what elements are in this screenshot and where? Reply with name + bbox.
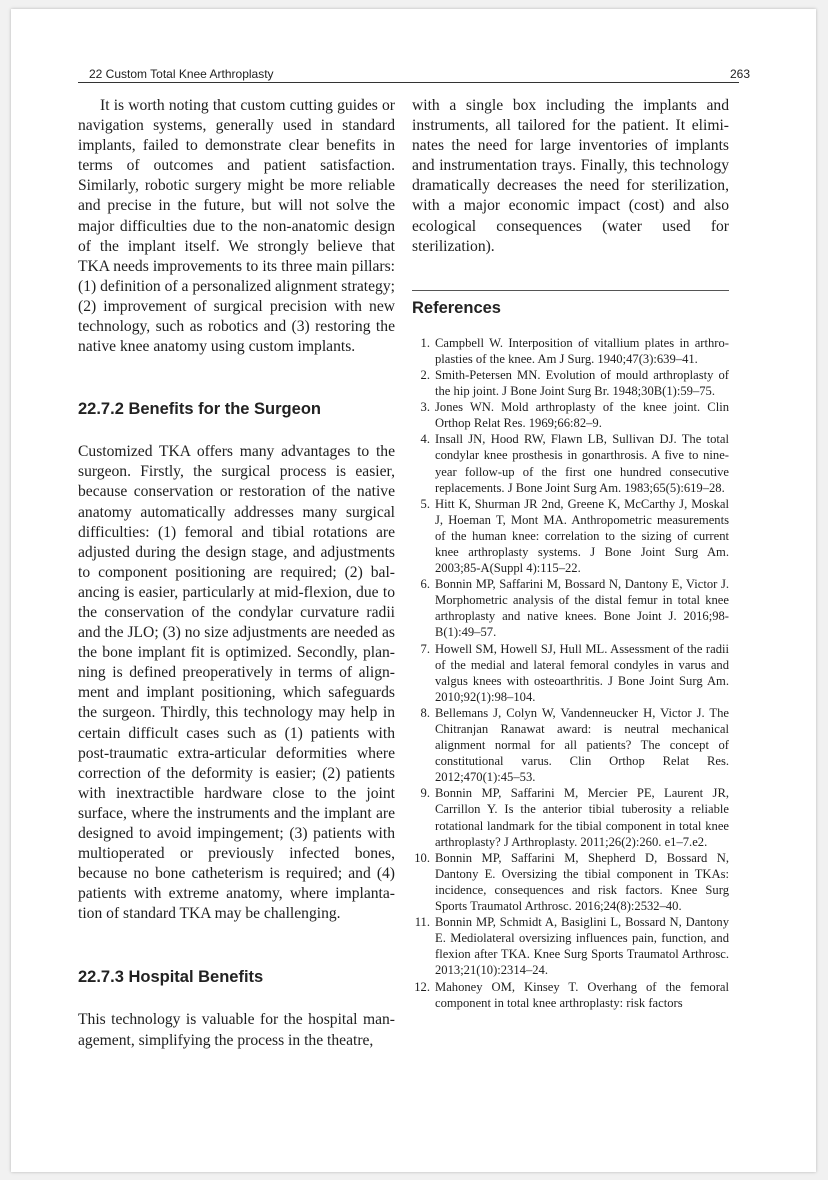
reference-item: [412, 496, 729, 576]
reference-item: [412, 979, 729, 1011]
reference-item: [412, 705, 729, 785]
paragraph-continued: with a single box including the implants and instruments, all tailored for the patient. It eliminates the need for large inventories of implants and instrumentation trays. Finally, this technology dramatically decreases the need for sterilization, with a major economic impact (cost) and also ecological consequences (water used for sterilization).: [412, 97, 729, 255]
reference-text: Mahoney OM, Kinsey T. Overhang of the femoral component in total knee arthroplasty: risk factors: [435, 979, 729, 1010]
reference-item: [412, 399, 729, 431]
references-rule: [412, 290, 729, 291]
reference-text: Bellemans J, Colyn W, Vandenneucker H, Victor J. The Chitranjan Ranawat award: is neutral mechanical alignment normal for all patients? The concept of constitutional varus. Clin Orthop Relat Res. 2012;470(1):45–53.: [435, 705, 729, 785]
reference-text: Bonnin MP, Saffarini M, Shepherd D, Bossard N, Dantony E. Oversizing the tibial component in TKAs: incidence, consequences and risk factors. Knee Surg Sports Traumatol Arthrosc. 2016;24(8):2532–40.: [435, 850, 729, 914]
reference-text: Hitt K, Shurman JR 2nd, Greene K, McCarthy J, Moskal J, Hoeman T, Mont MA. Anthropometric measurements of the human knee: correlation to the sizing of current knee arthroplasty systems. J Bone Joint Surg Am. 2003;85-A(Suppl 4):115–22.: [435, 496, 729, 576]
reference-number: 6.: [420, 577, 430, 592]
reference-text: Bonnin MP, Saffarini M, Mercier PE, Laurent JR, Carrillon Y. Is the anterior tibial tuberosity a reliable rotational landmark for the tibial component in total knee arthroplasty? J Arthroplasty. 2011;26(2):260. e1–7.e2.: [435, 786, 729, 849]
reference-item: [412, 785, 729, 849]
page-number: 263: [729, 67, 750, 81]
section-heading-hospital: 22.7.3 Hospital Benefits: [78, 968, 264, 987]
reference-text: Bonnin MP, Saffarini M, Bossard N, Dantony E, Victor J. Morphometric analysis of the distal femur in total knee arthroplasty and native knees. Bone Joint J. 2016;98-B(1):49–57.: [435, 577, 729, 640]
reference-item: [412, 367, 729, 399]
reference-number: 8.: [420, 705, 430, 720]
reference-number: 4.: [420, 432, 430, 447]
reference-number: 11.: [414, 915, 430, 930]
reference-number: 9.: [420, 786, 430, 801]
reference-number: 10.: [414, 850, 430, 865]
reference-number: 3.: [420, 400, 430, 415]
reference-number: 12.: [414, 979, 430, 994]
reference-item: [412, 576, 729, 640]
reference-text: Jones WN. Mold arthroplasty of the knee joint. Clin Orthop Relat Res. 1969;66:82–9.: [435, 400, 729, 431]
paragraph-surgeon-benefits: Customized TKA offers many advantages to the surgeon. Firstly, the surgical process is easier, because conservation or restoration of the native anatomy automatically addresses many surgical difficulties: (1) femoral and tibial rotations are adjusted during the design stage, and adjustments to component positioning are required; (2) balancing is easier, particularly at mid-flexion, due to the conservation of the condylar curvature radii and the JLO; (3) no size adjustments are needed as the bone implant fit is optimized. Secondly, planning is defined preoperatively in terms of alignment and implant positioning, which safeguards the surgeon. Thirdly, this technology may help in certain difficult cases such as (1) patients with post-traumatic extra-articular deformities where correction of the deformity is easier; (2) patients with inextractible hardware close to the joint surface, where the instruments and the implant are designed to avoid impingement; (3) patients with multioperated or previously infected bones, because no bone catheterism is required; and (4) patients with extreme anatomy, where implantation of standard TKA may be challenging.: [78, 443, 395, 923]
chapter-title: 22 Custom Total Knee Arthroplasty: [89, 67, 274, 81]
reference-text: Howell SM, Howell SJ, Hull ML. Assessment of the radii of the medial and lateral femoral condyles in varus and valgus knees with osteoarthritis. J Bone Joint Surg Am. 2010;92(1):98–104.: [435, 641, 729, 704]
paragraph-intro: It is worth noting that custom cutting guides or navigation systems, generally used in standard implants, failed to demonstrate clear benefits in terms of outcomes and patient satisfaction. Similarly, robotic surgery might be more reliable and precise in the future, but will not solve the major difficulties due to the non-anatomic design of the implant itself. We strongly believe that TKA needs improvements to its three main pillars: (1) definition of a personalized alignment strategy; (2) improvement of surgical precision with new technology, such as robotics and (3) restoring the native knee anatomy using custom implants.: [78, 97, 395, 356]
reference-number: 2.: [420, 367, 430, 382]
reference-text: Insall JN, Hood RW, Flawn LB, Sullivan DJ. The total condylar knee prosthesis in gonarthrosis. A five to nine-year follow-up of the first one hundred consecutive replacements. J Bone Joint Surg Am. 1983;65(5):619–28.: [435, 432, 729, 495]
reference-text: Smith-Petersen MN. Evolution of mould arthroplasty of the hip joint. J Bone Joint Surg Br. 1948;30B(1):59–75.: [435, 367, 729, 399]
reference-list: [412, 335, 729, 1011]
reference-item: [412, 914, 729, 978]
reference-number: 1.: [420, 335, 430, 350]
paragraph-hospital-benefits: This technology is valuable for the hospital management, simplifying the process in the theatre,: [78, 1011, 395, 1049]
reference-text: Bonnin MP, Schmidt A, Basiglini L, Bossard N, Dantony E. Mediolateral oversizing influences pain, function, and flexion after TKA. Knee Surg Sports Traumatol Arthrosc. 2013;21(10):2314–24.: [435, 915, 729, 978]
reference-item: [412, 335, 729, 367]
right-column: [412, 96, 729, 1011]
left-column: [78, 96, 395, 1051]
reference-item: [412, 641, 729, 705]
reference-item: [412, 431, 729, 495]
references-heading: References: [412, 298, 501, 317]
header-rule: [78, 82, 739, 83]
reference-number: 5.: [420, 496, 430, 511]
reference-item: [412, 850, 729, 914]
section-heading-surgeon: 22.7.2 Benefits for the Surgeon: [78, 400, 321, 419]
reference-text: Campbell W. Interposition of vitallium plates in arthroplasties of the knee. Am J Surg. 1940;47(3):639–41.: [435, 335, 729, 366]
reference-number: 7.: [420, 641, 430, 656]
